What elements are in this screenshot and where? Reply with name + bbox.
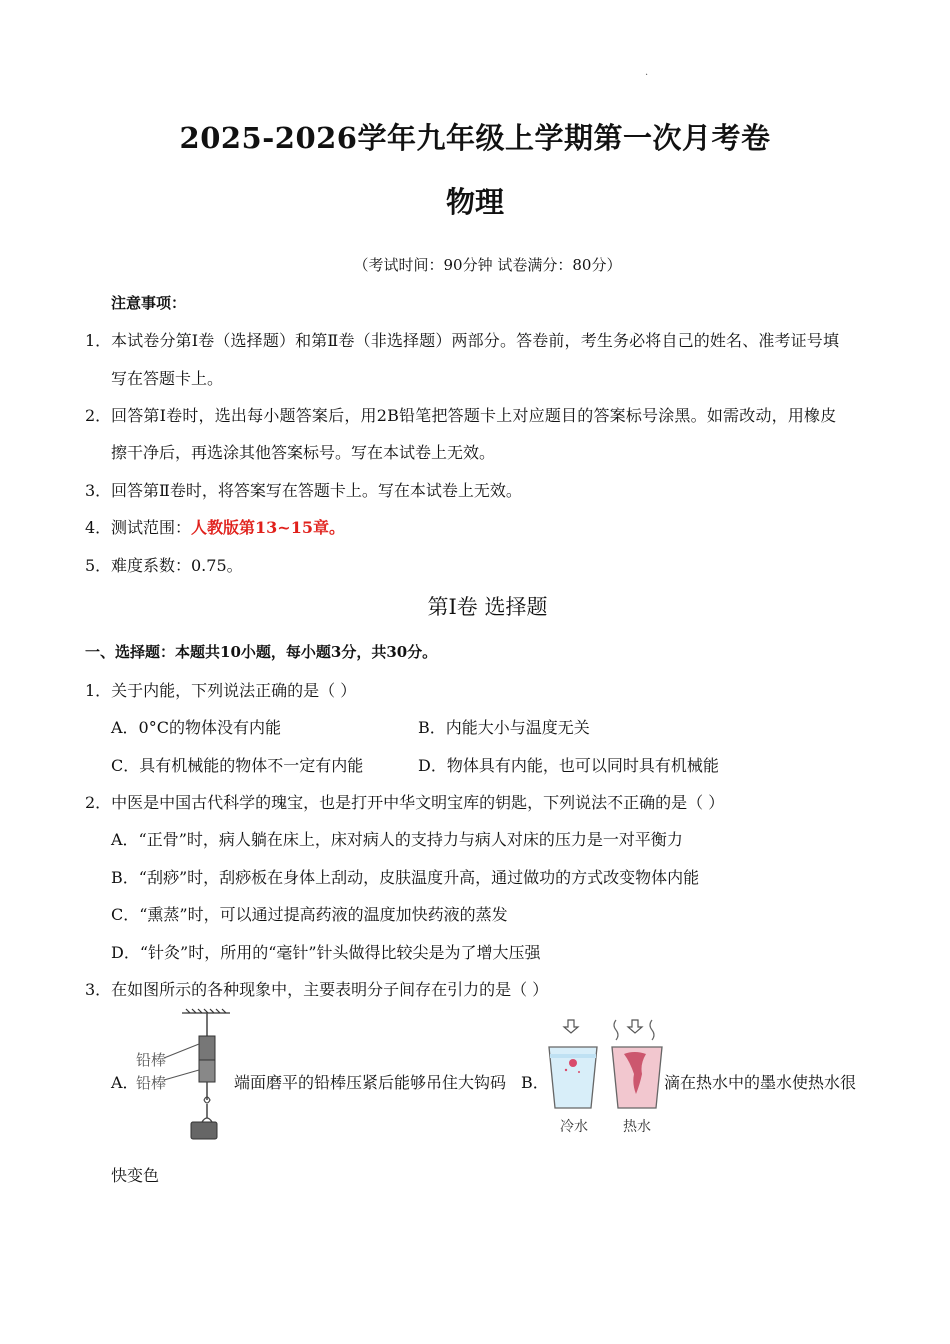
exam-info: （考试时间：90分钟 试卷满分：80分）	[353, 256, 622, 274]
notice-item-text: 擦干净后，再选涂其他答案标号。写在本试卷上无效。	[111, 443, 496, 462]
notice-item-text: 难度系数：0.75。	[111, 556, 243, 575]
option-b-label: B．	[521, 1073, 549, 1092]
notice-item-number: 5．	[85, 556, 112, 575]
notice-item-number: 4．	[85, 518, 112, 537]
notice-item-text	[111, 515, 345, 538]
cold-water-beaker	[549, 1047, 597, 1108]
option-a: A．“正骨”时，病人躺在床上，床对病人的支持力与病人对床的压力是一对平衡力	[111, 830, 683, 849]
test-scope-label: 测试范围：	[111, 518, 192, 537]
option-c: C．具有机械能的物体不一定有内能	[111, 756, 364, 775]
option-b-text: 滴在热水中的墨水使热水很	[664, 1073, 857, 1092]
part-heading: 一、选择题：本题共10小题，每小题3分，共30分。	[85, 643, 438, 661]
test-scope-value: 人教版第13~15章。	[191, 518, 345, 537]
notice-item-text: 回答第Ⅰ卷时，选出每小题答案后，用2B铅笔把答题卡上对应题目的答案标号涂黑。如需改动，用橡皮	[111, 406, 837, 425]
lead-rod-bottom	[199, 1060, 215, 1082]
exam-title: 2025-2026学年九年级上学期第一次月考卷	[179, 121, 771, 155]
figure-label: 热水	[623, 1119, 651, 1135]
notice-item-number: 1．	[85, 331, 112, 350]
notice-item-text: 本试卷分第Ⅰ卷（选择题）和第Ⅱ卷（非选择题）两部分。答卷前，考生务必将自己的姓名、准考证号填	[111, 331, 840, 350]
figure-label: 铅棒	[136, 1074, 167, 1092]
lead-rods-figure	[134, 1008, 230, 1144]
ink-drop-arrow-icon	[564, 1020, 642, 1033]
notice-heading: 注意事项：	[111, 294, 187, 312]
steam-icon	[614, 1020, 654, 1040]
option-c: C．“熏蒸”时，可以通过提高药液的温度加快药液的蒸发	[111, 905, 508, 924]
figure-label: 冷水	[560, 1119, 588, 1135]
notice-item-text: 写在答题卡上。	[111, 369, 224, 388]
option-d: D．“针灸”时，所用的“毫针”针头做得比较尖是为了增大压强	[111, 943, 541, 962]
option-a: A．0°C的物体没有内能	[111, 718, 281, 737]
ink-diffusion-figure	[544, 1014, 664, 1138]
option-b: B．内能大小与温度无关	[418, 718, 590, 737]
lead-rod-top	[199, 1036, 215, 1060]
hot-water-beaker	[612, 1047, 662, 1108]
subject-title: 物理	[445, 185, 504, 219]
notice-item-number: 2．	[85, 406, 112, 425]
figure-label: 铅棒	[136, 1051, 167, 1069]
question-stem: 1．关于内能，下列说法正确的是（ ）	[85, 681, 357, 700]
question-stem: 3．在如图所示的各种现象中，主要表明分子间存在引力的是（ ）	[85, 980, 549, 999]
option-b-continuation: 快变色	[111, 1166, 160, 1185]
question-stem: 2．中医是中国古代科学的瑰宝，也是打开中华文明宝库的钥匙，下列说法不正确的是（ ）	[85, 793, 725, 812]
section-title: 第Ⅰ卷 选择题	[427, 595, 548, 619]
option-d: D．物体具有内能，也可以同时具有机械能	[418, 756, 719, 775]
page-dot: ·	[645, 70, 649, 81]
option-b: B．“刮痧”时，刮痧板在身体上刮动，皮肤温度升高，通过做功的方式改变物体内能	[111, 868, 700, 887]
notice-item-number: 3．	[85, 481, 112, 500]
hook-weight	[191, 1122, 217, 1139]
notice-item-text: 回答第Ⅱ卷时，将答案写在答题卡上。写在本试卷上无效。	[111, 481, 522, 500]
option-a-text: 端面磨平的铅棒压紧后能够吊住大钩码	[234, 1073, 507, 1092]
option-a-label: A．	[111, 1073, 139, 1092]
ceiling-hatch	[182, 1009, 230, 1013]
